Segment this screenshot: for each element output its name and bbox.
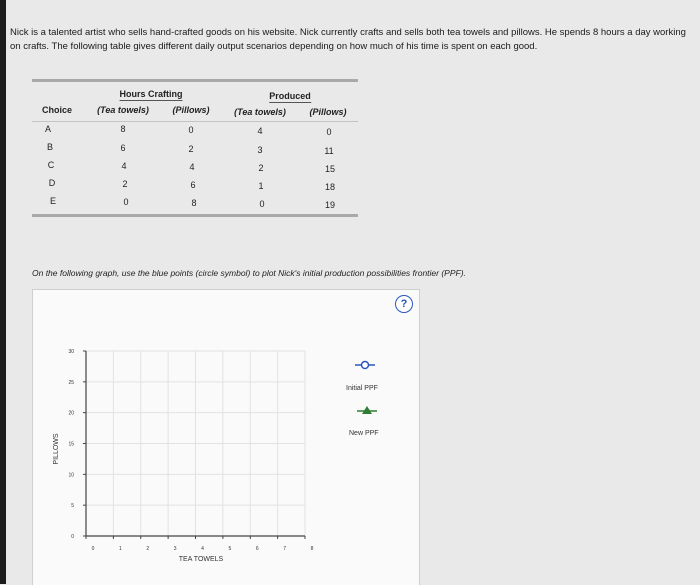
table-cell: 0: [123, 197, 129, 207]
table-cell: 6: [120, 143, 126, 153]
y-tick-label: 0: [71, 534, 74, 540]
x-tick-labels: [86, 536, 314, 552]
produced-header: Produced: [269, 91, 311, 101]
column-header-produced-pillows: (Pillows): [309, 107, 347, 117]
table-cell: 18: [324, 182, 336, 192]
table-cell: D: [48, 178, 56, 188]
table-cell: 2: [258, 163, 264, 173]
x-tick-label: 4: [201, 546, 204, 552]
x-tick-label: 6: [255, 546, 259, 552]
y-tick-label: 10: [68, 472, 74, 479]
y-axis-label: PILLOWS: [53, 433, 60, 465]
graph-instruction: On the following graph, use the blue points (circle symbol) to plot Nick's initial production possibilities frontier (PPF).: [32, 268, 466, 278]
column-header-choice: Choice: [42, 105, 73, 115]
x-tick-label: 8: [310, 546, 314, 552]
y-tick-label: 5: [71, 503, 74, 510]
table-cell: C: [47, 160, 55, 170]
table-cell: 4: [121, 161, 127, 171]
table-cell: 3: [257, 145, 263, 155]
y-tick-label: 20: [68, 410, 74, 417]
table-cell: 2: [122, 179, 128, 189]
table-cell: 8: [120, 124, 126, 134]
table-cell: 0: [326, 127, 332, 137]
x-tick-label: 2: [146, 546, 150, 552]
graph-grid: [86, 351, 305, 536]
x-tick-label: 3: [173, 546, 177, 552]
legend-new-ppf-label: New PPF: [349, 430, 379, 437]
column-header-hours-pillows: (Pillows): [172, 105, 210, 115]
legend-initial-ppf-label: Initial PPF: [346, 385, 378, 392]
y-tick-label: 25: [68, 379, 74, 386]
table-cell: 1: [258, 181, 264, 191]
x-axis-label: TEA TOWELS: [178, 556, 224, 563]
table-cell: 15: [324, 164, 336, 174]
new-ppf-marker-icon[interactable]: [357, 406, 377, 414]
table-cell: B: [46, 142, 54, 152]
table-cell: 11: [324, 146, 334, 156]
column-header-produced-tea-towels: (Tea towels): [234, 107, 286, 117]
column-header-hours-tea-towels: (Tea towels): [97, 105, 149, 115]
table-cell: 2: [188, 144, 194, 154]
x-tick-label: 1: [118, 546, 122, 552]
table-cell: A: [44, 124, 52, 134]
initial-ppf-marker-icon[interactable]: [355, 362, 375, 369]
hours-crafting-header: Hours Crafting: [119, 89, 183, 99]
table-cell: 8: [191, 198, 197, 208]
table-cell: 4: [257, 126, 263, 136]
x-tick-label: 7: [283, 546, 287, 552]
x-tick-label: 0: [91, 546, 95, 552]
x-tick-label: 5: [228, 546, 232, 552]
y-tick-label: 15: [68, 441, 74, 448]
intro-paragraph: Nick is a talented artist who sells hand-crafted goods on his website. Nick currently crafts and sells both tea towels and pillows. He spends 8 hours a day working on crafts. The following table gives different daily output scenarios depending on how much of his time is spent on each good.: [10, 27, 686, 52]
help-icon[interactable]: ?: [395, 295, 413, 313]
table-cell: E: [49, 196, 57, 206]
y-tick-label: 30: [68, 349, 74, 355]
table-cell: 19: [324, 200, 336, 210]
table-cell: 6: [190, 180, 196, 190]
table-cell: 0: [259, 199, 265, 209]
table-cell: 0: [188, 125, 194, 135]
table-cell: 4: [189, 162, 195, 172]
y-tick-labels: [68, 349, 86, 540]
